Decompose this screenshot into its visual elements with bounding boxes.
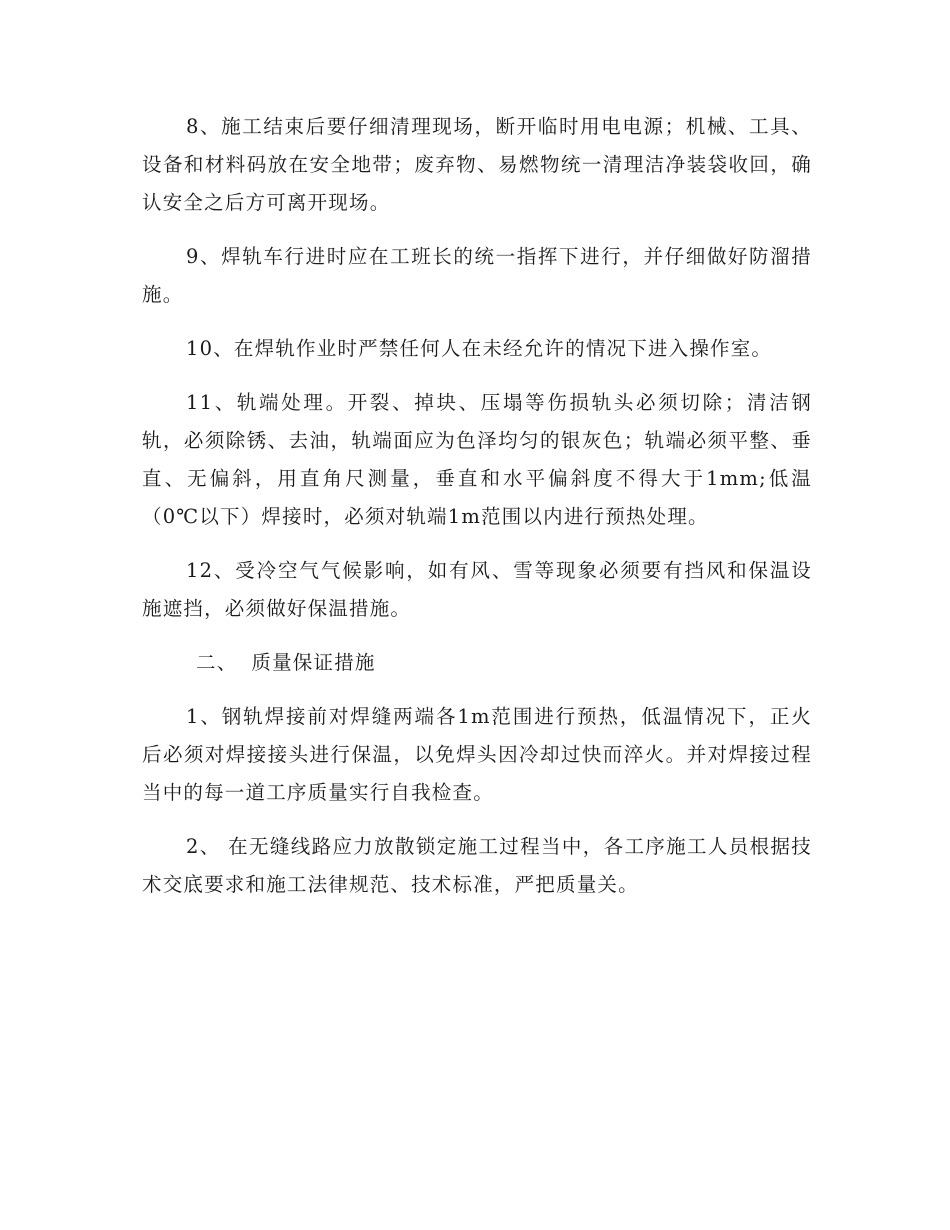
paragraph-11: 11、轨端处理。开裂、掉块、压塌等伤损轨头必须切除；清洁钢轨，必须除锈、去油，轨端面应为色泽均匀的银灰色；轨端必须平整、垂直、无偏斜，用直角尺测量，垂直和水平偏斜度不得大于1mm;低温（0℃以下）焊接时，必须对轨端1m范围以内进行预热处理。 — [142, 391, 812, 528]
quality-paragraph-2: 2、 在无缝线路应力放散锁定施工过程当中，各工序施工人员根据技术交底要求和施工法律规范、技术标准，严把质量关。 — [142, 835, 812, 896]
document-body — [142, 108, 812, 920]
section-heading — [142, 644, 812, 682]
paragraph-12: 12、受冷空气气候影响，如有风、雪等现象必须要有挡风和保温设施遮挡，必须做好保温措施。 — [142, 559, 812, 620]
paragraph-10: 10、在焊轨作业时严禁任何人在未经允许的情况下进入操作室。 — [186, 337, 773, 360]
paragraph-9: 9、焊轨车行进时应在工班长的统一指挥下进行，并仔细做好防溜措施。 — [142, 245, 812, 306]
quality-paragraph-1: 1、钢轨焊接前对焊缝两端各1m范围进行预热，低温情况下，正火后必须对焊接接头进行保温，以免焊头因冷却过快而淬火。并对焊接过程当中的每一道工序质量实行自我检查。 — [142, 705, 812, 804]
paragraph-8: 8、施工结束后要仔细清理现场，断开临时用电电源；机械、工具、设备和材料码放在安全地带；废弃物、易燃物统一清理洁净装袋收回，确认安全之后方可离开现场。 — [142, 115, 812, 214]
section-title: 质量保证措施 — [251, 651, 376, 674]
section-number: 二、 — [196, 651, 238, 674]
